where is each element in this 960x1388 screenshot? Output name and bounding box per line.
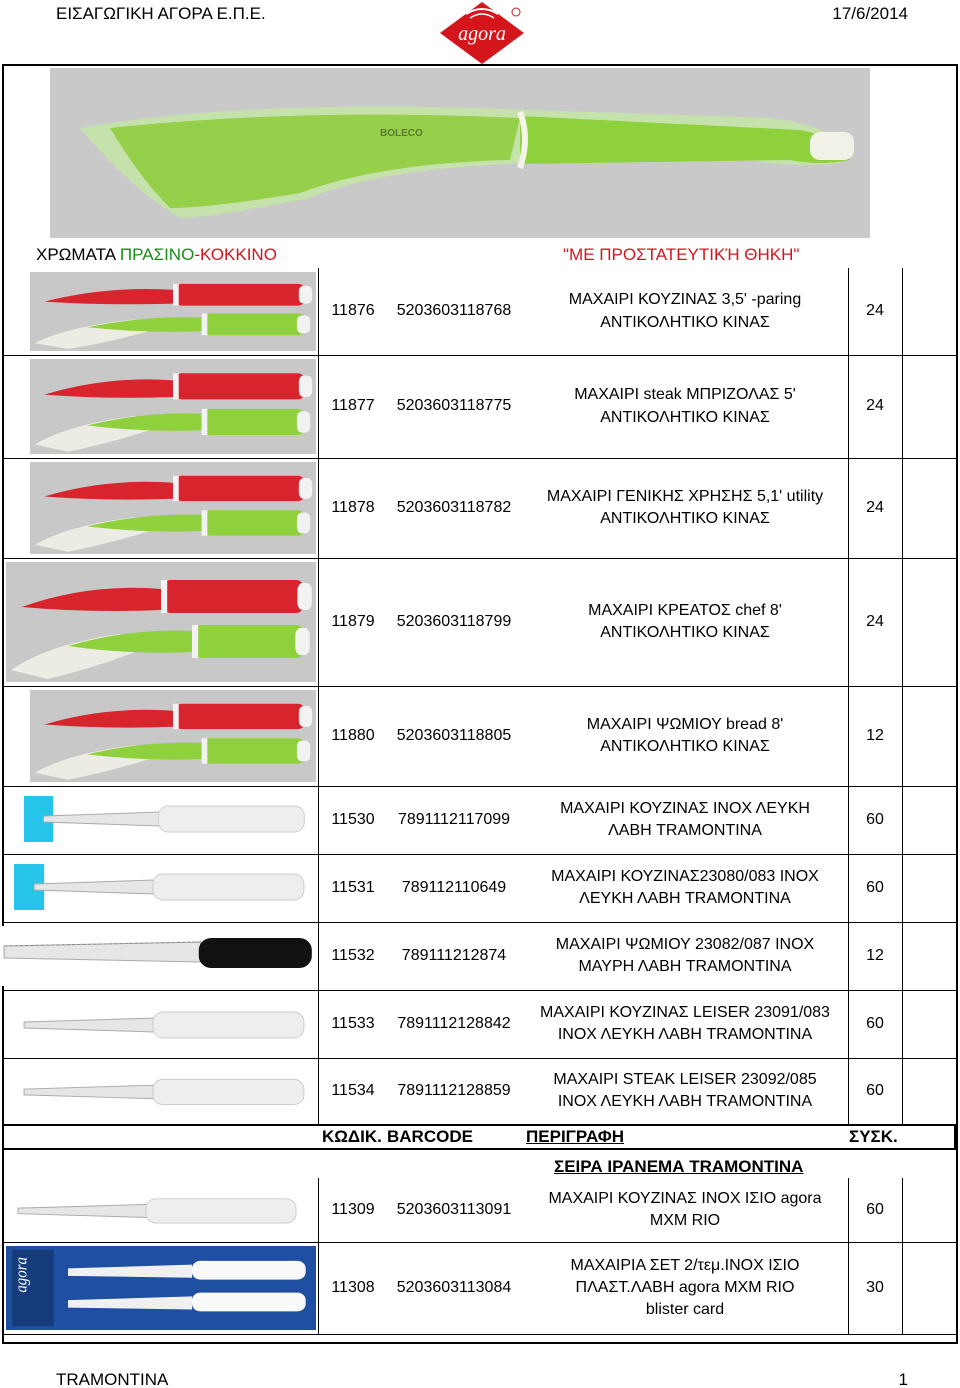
- product-barcode: [386, 1178, 522, 1242]
- column-description-header: ΠΕΡΙΓΡΑΦΗ: [526, 1127, 625, 1146]
- product-desc-line1: ΜΑΧΑΙΡΙ ΚΟΥΖΙΝΑΣ ΙΝΟΧ ΛΕΥΚΗ: [560, 799, 810, 817]
- product-barcode: [386, 355, 522, 458]
- column-separator: [902, 355, 903, 458]
- product-desc-line1: ΜΑΧΑΙΡΙ ΚΟΥΖΙΝΑΣ23080/083 ΙΝΟΧ: [551, 867, 819, 885]
- product-barcode-text: 789111212874: [401, 946, 507, 964]
- column-separator: [318, 458, 319, 558]
- product-barcode: [386, 1058, 522, 1124]
- product-desc-line1: ΜΑΧΑΙΡΙ ΓΕΝΙΚΗΣ ΧΡΗΣΗΣ 5,1' utility: [546, 487, 824, 505]
- document-date: 17/6/2014: [832, 4, 908, 23]
- footer-brand: TRAMONTINA: [56, 1370, 169, 1388]
- product-description: [522, 1058, 848, 1124]
- product-image: [30, 359, 316, 454]
- colors-note: [36, 245, 277, 265]
- product-qty-text: 30: [866, 1278, 884, 1296]
- product-desc-line3: blister card: [645, 1301, 725, 1319]
- product-qty: [848, 786, 902, 854]
- column-separator: [318, 922, 319, 990]
- product-qty-text: 24: [866, 612, 884, 630]
- product-code: [322, 1242, 384, 1334]
- product-code: [322, 558, 384, 686]
- product-qty: [848, 458, 902, 558]
- product-qty-text: 60: [866, 1081, 884, 1099]
- product-desc-line2: ΛΕΥΚΗ ΛΑΒΗ TRAMONTINA: [579, 890, 791, 907]
- product-barcode-text: 5203603118768: [396, 302, 512, 320]
- product-desc-line1: ΜΑΧΑΙΡΙ ΚΟΥΖΙΝΑΣ LEISER 23091/083: [540, 1003, 830, 1021]
- product-desc-line2: ΜΧΜ RIO: [649, 1212, 721, 1229]
- product-description: [522, 854, 848, 922]
- hero-blade-text: BOLECO: [380, 128, 423, 139]
- product-barcode: [386, 558, 522, 686]
- column-separator: [318, 786, 319, 854]
- product-code-text: 11531: [331, 878, 375, 896]
- product-qty: [848, 922, 902, 990]
- column-separator: [848, 355, 849, 458]
- product-qty-text: 60: [866, 810, 884, 828]
- product-qty-text: 24: [866, 397, 884, 415]
- product-desc-line1: ΜΑΧΑΙΡΙ STEAK LEISER 23092/085: [553, 1070, 817, 1088]
- product-desc-line1: ΜΑΧΑΙΡΙ ΚΟΥΖΙΝΑΣ 3,5' -paring: [568, 291, 802, 309]
- product-code-text: 11878: [331, 498, 375, 516]
- product-barcode-text: 5203603118805: [396, 726, 512, 744]
- product-barcode: [386, 990, 522, 1058]
- product-image: [14, 994, 316, 1054]
- product-description: [522, 990, 848, 1058]
- colors-red-label: ΚΟΚΚΙΝΟ: [199, 245, 277, 264]
- column-separator: [902, 268, 903, 355]
- product-code-text: 11880: [331, 726, 375, 744]
- product-desc-line2: ΜΑΥΡΗ ΛΑΒΗ TRAMONTINA: [578, 958, 792, 975]
- company-name: ΕΙΣΑΓΩΓΙΚΗ ΑΓΟΡΑ Ε.Π.Ε.: [56, 4, 266, 23]
- product-barcode: [386, 1242, 522, 1334]
- product-desc-line2: ΑΝΤΙΚΟΛΗΤΙΚΟ ΚΙΝΑΣ: [600, 510, 770, 527]
- product-barcode-text: 7891112128842: [397, 1014, 511, 1032]
- product-desc-line2: ΑΝΤΙΚΟΛΗΤΙΚΟ ΚΙΝΑΣ: [600, 738, 770, 755]
- column-separator: [318, 558, 319, 686]
- product-barcode-text: 7891112117099: [397, 810, 511, 828]
- product-desc-line2: ΙΝΟΧ ΛΕΥΚΗ ΛΑΒΗ TRAMONTINA: [557, 1026, 813, 1043]
- column-separator: [902, 854, 903, 922]
- product-code: [322, 1178, 384, 1242]
- product-description: [522, 268, 848, 355]
- product-code-text: 11534: [331, 1081, 375, 1099]
- column-separator: [318, 1178, 319, 1242]
- product-qty-text: 60: [866, 1014, 884, 1032]
- product-code: [322, 355, 384, 458]
- product-code-text: 11530: [331, 810, 375, 828]
- column-separator: [902, 1058, 903, 1124]
- colors-prefix: ΧΡΩΜΑΤΑ: [36, 245, 120, 264]
- column-separator: [848, 786, 849, 854]
- product-barcode: [386, 854, 522, 922]
- column-separator: [318, 990, 319, 1058]
- column-separator: [848, 268, 849, 355]
- column-qty-header: ΣΥΣΚ.: [849, 1127, 898, 1146]
- hero-knife-image: [50, 68, 870, 238]
- product-desc-line2: ΠΛΑΣΤ.ΛΑΒΗ agora ΜΧΜ RIO: [575, 1278, 795, 1296]
- column-separator: [318, 854, 319, 922]
- product-code-text: 11309: [331, 1200, 375, 1218]
- product-qty: [848, 355, 902, 458]
- product-code: [322, 268, 384, 355]
- product-description: [522, 686, 848, 786]
- column-separator: [848, 1242, 849, 1334]
- product-image: [30, 690, 316, 782]
- product-description: [522, 355, 848, 458]
- product-barcode-text: 5203603113084: [396, 1278, 512, 1296]
- product-code: [322, 854, 384, 922]
- column-separator: [848, 922, 849, 990]
- product-barcode: [386, 786, 522, 854]
- column-separator: [848, 558, 849, 686]
- product-image: [14, 1062, 316, 1120]
- column-separator: [902, 990, 903, 1058]
- product-code: [322, 686, 384, 786]
- page-number: 1: [898, 1370, 908, 1388]
- product-code-text: 11877: [331, 397, 375, 415]
- product-qty: [848, 268, 902, 355]
- product-image: [24, 790, 316, 850]
- product-image: [14, 858, 316, 918]
- product-desc-line1: ΜΑΧΑΙΡΙ ΚΟΥΖΙΝΑΣ ΙΝΟΧ ΙΣΙΟ agora: [548, 1189, 822, 1207]
- product-qty: [848, 558, 902, 686]
- product-desc-line1: ΜΑΧΑΙΡΙ ΨΩΜΙΟΥ 23082/087 ΙΝΟΧ: [555, 935, 815, 953]
- product-qty: [848, 1178, 902, 1242]
- product-code: [322, 990, 384, 1058]
- column-header-row: [2, 1124, 956, 1150]
- product-barcode-text: 5203603118799: [396, 612, 512, 630]
- product-qty: [848, 990, 902, 1058]
- column-separator: [848, 854, 849, 922]
- product-desc-line1: ΜΑΧΑΙΡΙ ΚΡΕΑΤΟΣ chef 8': [588, 601, 782, 619]
- column-separator: [318, 686, 319, 786]
- column-separator: [848, 1058, 849, 1124]
- product-qty-text: 12: [866, 726, 884, 744]
- product-qty-text: 24: [866, 302, 884, 320]
- product-code-text: 11532: [331, 946, 375, 964]
- logo-text: agora: [458, 23, 506, 45]
- product-code: [322, 786, 384, 854]
- column-separator: [902, 1178, 903, 1242]
- product-desc-line2: ΑΝΤΙΚΟΛΗΤΙΚΟ ΚΙΝΑΣ: [600, 624, 770, 641]
- product-desc-line2: ΑΝΤΙΚΟΛΗΤΙΚΟ ΚΙΝΑΣ: [600, 408, 770, 426]
- product-desc-line2: ΙΝΟΧ ΛΕΥΚΗ ΛΑΒΗ TRAMONTINA: [557, 1093, 813, 1110]
- column-separator: [848, 1178, 849, 1242]
- product-barcode-text: 7891112128859: [397, 1081, 511, 1099]
- product-code-text: 11533: [331, 1014, 375, 1032]
- product-description: [522, 558, 848, 686]
- column-barcode-header: BARCODE: [387, 1127, 473, 1146]
- product-description: [522, 458, 848, 558]
- product-image: [8, 1182, 308, 1238]
- product-image: [2, 926, 316, 986]
- blister-logo-text: agora: [13, 1256, 31, 1293]
- product-description: [522, 1242, 848, 1334]
- colors-sep: -: [194, 245, 200, 264]
- product-barcode-text: 789112110649: [401, 878, 507, 896]
- product-image: [6, 1246, 316, 1330]
- product-description: [522, 786, 848, 854]
- column-separator: [902, 686, 903, 786]
- row-separator: [2, 1334, 956, 1335]
- column-separator: [902, 558, 903, 686]
- column-separator: [902, 786, 903, 854]
- product-barcode-text: 5203603113091: [396, 1200, 512, 1218]
- column-separator: [848, 990, 849, 1058]
- column-separator: [902, 922, 903, 990]
- product-image: [30, 462, 316, 554]
- product-description: [522, 1178, 848, 1242]
- product-barcode: [386, 922, 522, 990]
- product-code-text: 11876: [331, 302, 375, 320]
- product-barcode: [386, 268, 522, 355]
- column-separator: [318, 268, 319, 355]
- product-barcode-text: 5203603118775: [396, 397, 512, 415]
- column-separator: [848, 686, 849, 786]
- product-code: [322, 1058, 384, 1124]
- column-code-header: ΚΩΔΙΚ.: [322, 1127, 382, 1146]
- product-qty-text: 12: [866, 946, 884, 964]
- column-separator: [902, 458, 903, 558]
- product-code: [322, 458, 384, 558]
- product-desc-line2: ΑΝΤΙΚΟΛΗΤΙΚΟ ΚΙΝΑΣ: [600, 313, 770, 331]
- product-barcode: [386, 458, 522, 558]
- product-qty: [848, 1058, 902, 1124]
- column-separator: [902, 1242, 903, 1334]
- product-image: [30, 272, 316, 351]
- product-code-text: 11308: [331, 1278, 375, 1296]
- product-qty-text: 24: [866, 498, 884, 516]
- product-qty-text: 60: [866, 878, 884, 896]
- product-qty-text: 60: [866, 1200, 884, 1218]
- product-desc-line1: ΜΑΧΑΙΡΙΑ ΣΕΤ 2/τεμ.ΙΝΟΧ ΙΣΙΟ: [570, 1256, 800, 1274]
- agora-logo: [436, 0, 528, 66]
- product-qty: [848, 1242, 902, 1334]
- product-barcode-text: 5203603118782: [396, 498, 512, 516]
- series-title: ΣΕΙΡΑ ΙΡΑΝΕΜΑ TRAMONTINA: [554, 1157, 804, 1176]
- product-barcode: [386, 686, 522, 786]
- product-description: [522, 922, 848, 990]
- colors-green-label: ΠΡΑΣΙΝΟ: [119, 245, 195, 264]
- column-separator: [848, 458, 849, 558]
- product-qty: [848, 686, 902, 786]
- product-image: [6, 562, 316, 682]
- column-separator: [318, 355, 319, 458]
- column-separator: [318, 1058, 319, 1124]
- product-desc-line2: ΛΑΒΗ TRAMONTINA: [608, 822, 762, 839]
- product-code: [322, 922, 384, 990]
- product-desc-line1: ΜΑΧΑΙΡΙ steak ΜΠΡΙΖΟΛΑΣ 5': [574, 386, 796, 404]
- product-qty: [848, 854, 902, 922]
- product-code-text: 11879: [331, 612, 375, 630]
- sheath-note: "ΜΕ ΠΡΟΣΤΑΤΕΥΤΙΚΉ ΘΗΚΗ": [563, 245, 800, 264]
- column-separator: [318, 1242, 319, 1334]
- product-desc-line1: ΜΑΧΑΙΡΙ ΨΩΜΙΟΥ bread 8': [586, 715, 784, 733]
